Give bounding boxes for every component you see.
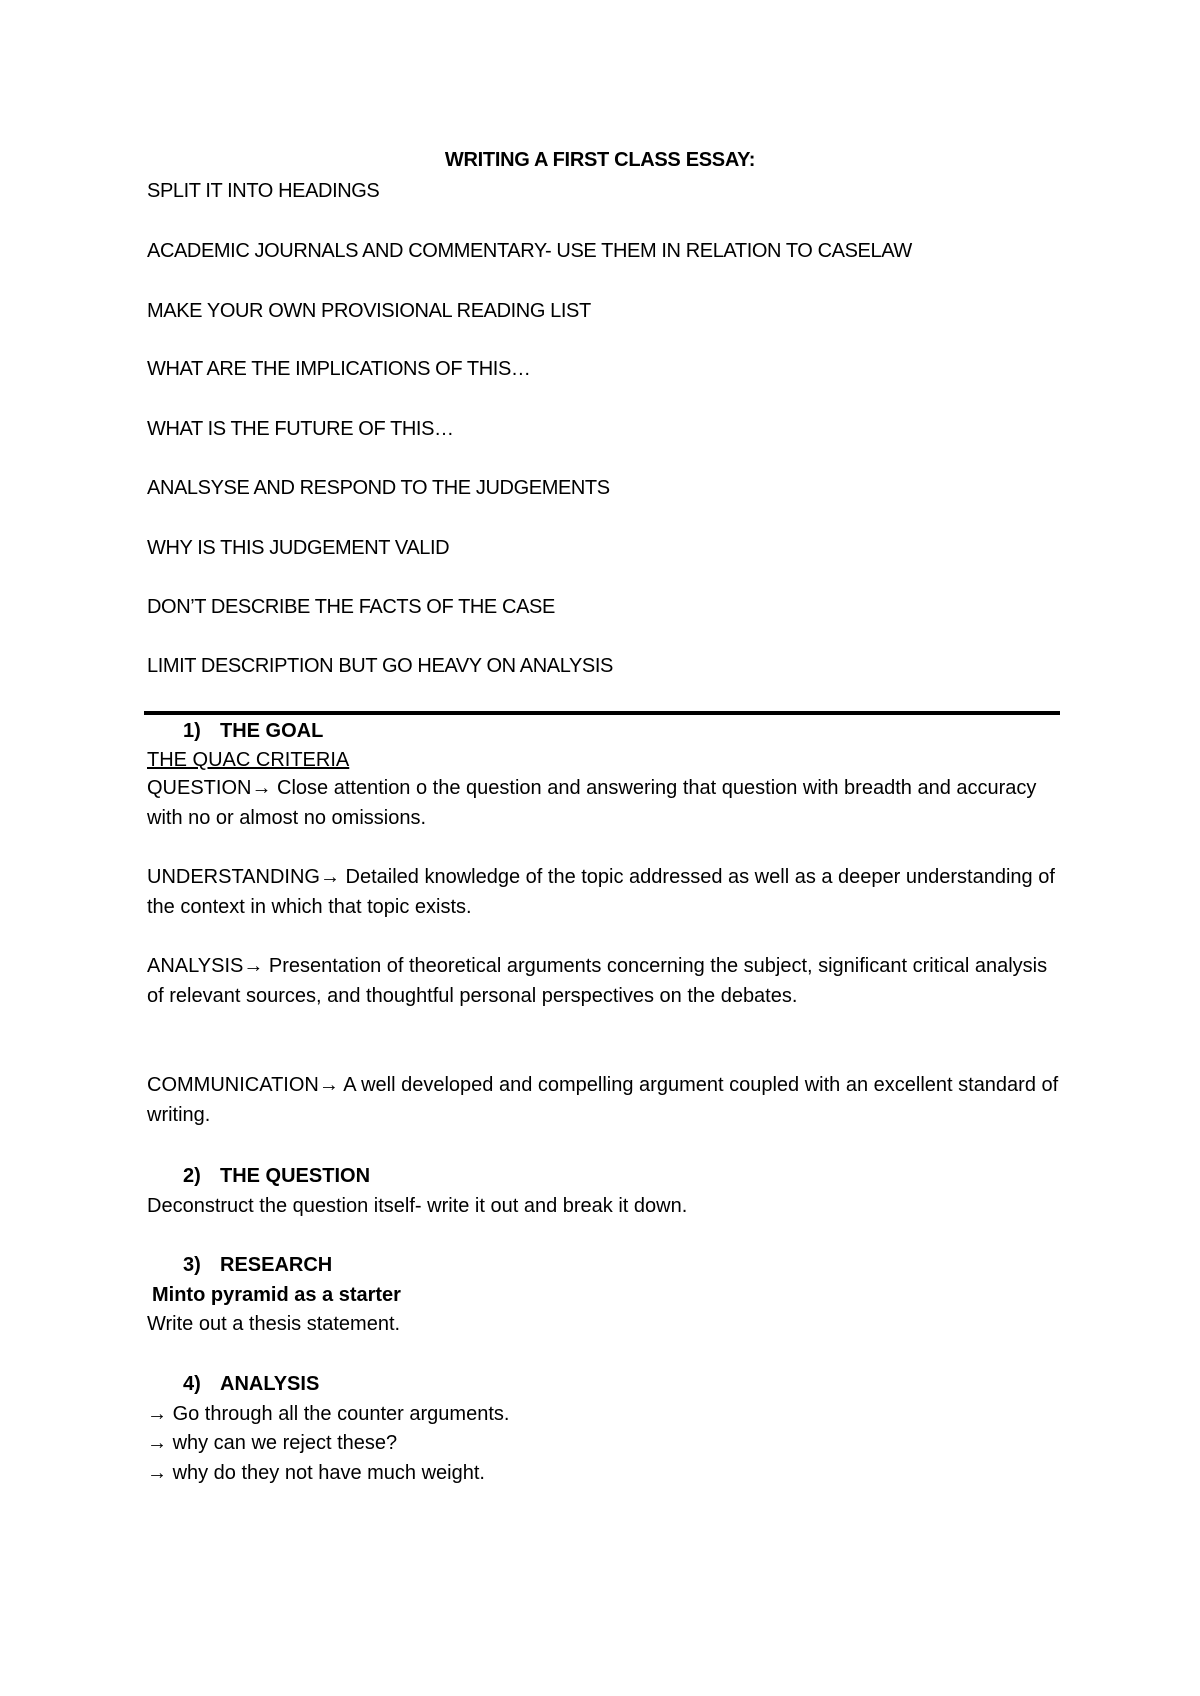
tip-line: LIMIT DESCRIPTION BUT GO HEAVY ON ANALYSIS [147,655,613,677]
document-title: WRITING A FIRST CLASS ESSAY: [444,149,756,171]
criterion-label: QUESTION [147,777,252,799]
section-title: RESEARCH [220,1254,333,1276]
right-arrow-icon: → [147,1403,167,1425]
criterion-analysis [147,951,1067,1011]
analysis-point [147,1403,509,1426]
analysis-point-text: why do they not have much weight. [172,1462,485,1484]
section-number: 3) [183,1254,201,1276]
tip-line: MAKE YOUR OWN PROVISIONAL READING LIST [147,300,591,322]
tip-line: ANALSYSE AND RESPOND TO THE JUDGEMENTS [147,477,610,499]
analysis-point-text: why can we reject these? [172,1432,398,1454]
section-title: THE QUESTION [220,1165,371,1187]
section-heading-goal [183,720,323,743]
criterion-text: Detailed knowledge of the topic addressed as well as a deeper understanding of the context in which that topic exists. [147,866,1055,918]
right-arrow-icon: → [147,1432,167,1454]
criterion-text: Presentation of theoretical arguments concerning the subject, significant critical analysis of relevant sources, and thoughtful personal perspectives on the debates. [147,955,1048,1007]
section-title: ANALYSIS [220,1373,320,1395]
criterion-text: A well developed and compelling argument coupled with an excellent standard of writing. [147,1074,1059,1126]
right-arrow-icon: → [319,866,340,888]
section-number: 2) [183,1165,201,1187]
analysis-point-text: Go through all the counter arguments. [172,1403,510,1425]
research-bold-line: Minto pyramid as a starter [152,1284,401,1306]
section-heading-question [183,1165,370,1188]
right-arrow-icon: → [243,955,264,977]
analysis-point [147,1432,397,1455]
section-heading-research [183,1254,332,1277]
right-arrow-icon: → [318,1074,339,1096]
tip-line: WHAT ARE THE IMPLICATIONS OF THIS… [147,358,531,380]
criterion-understanding [147,862,1067,922]
analysis-point [147,1462,485,1485]
section-number: 4) [183,1373,201,1395]
tip-line: SPLIT IT INTO HEADINGS [147,180,380,202]
criterion-question [147,773,1067,833]
right-arrow-icon: → [251,777,272,799]
tip-line: ACADEMIC JOURNALS AND COMMENTARY- USE THEM IN RELATION TO CASELAW [147,240,912,262]
research-text: Write out a thesis statement. [147,1313,401,1335]
criterion-label: UNDERSTANDING [147,866,320,888]
tip-line: WHY IS THIS JUDGEMENT VALID [147,537,450,559]
section-title: THE GOAL [220,720,324,742]
horizontal-divider [144,711,1060,715]
question-text: Deconstruct the question itself- write it out and break it down. [147,1195,688,1217]
tip-line: WHAT IS THE FUTURE OF THIS… [147,418,454,440]
criterion-label: ANALYSIS [147,955,244,977]
quac-criteria-subheading: THE QUAC CRITERIA [147,749,350,771]
criterion-communication [147,1070,1067,1130]
right-arrow-icon: → [147,1462,167,1484]
section-number: 1) [183,720,201,742]
criterion-label: COMMUNICATION [147,1074,319,1096]
criterion-text: Close attention o the question and answering that question with breadth and accuracy with no or almost no omissions. [147,777,1037,829]
section-heading-analysis [183,1373,319,1396]
tip-line: DON’T DESCRIBE THE FACTS OF THE CASE [147,596,555,618]
